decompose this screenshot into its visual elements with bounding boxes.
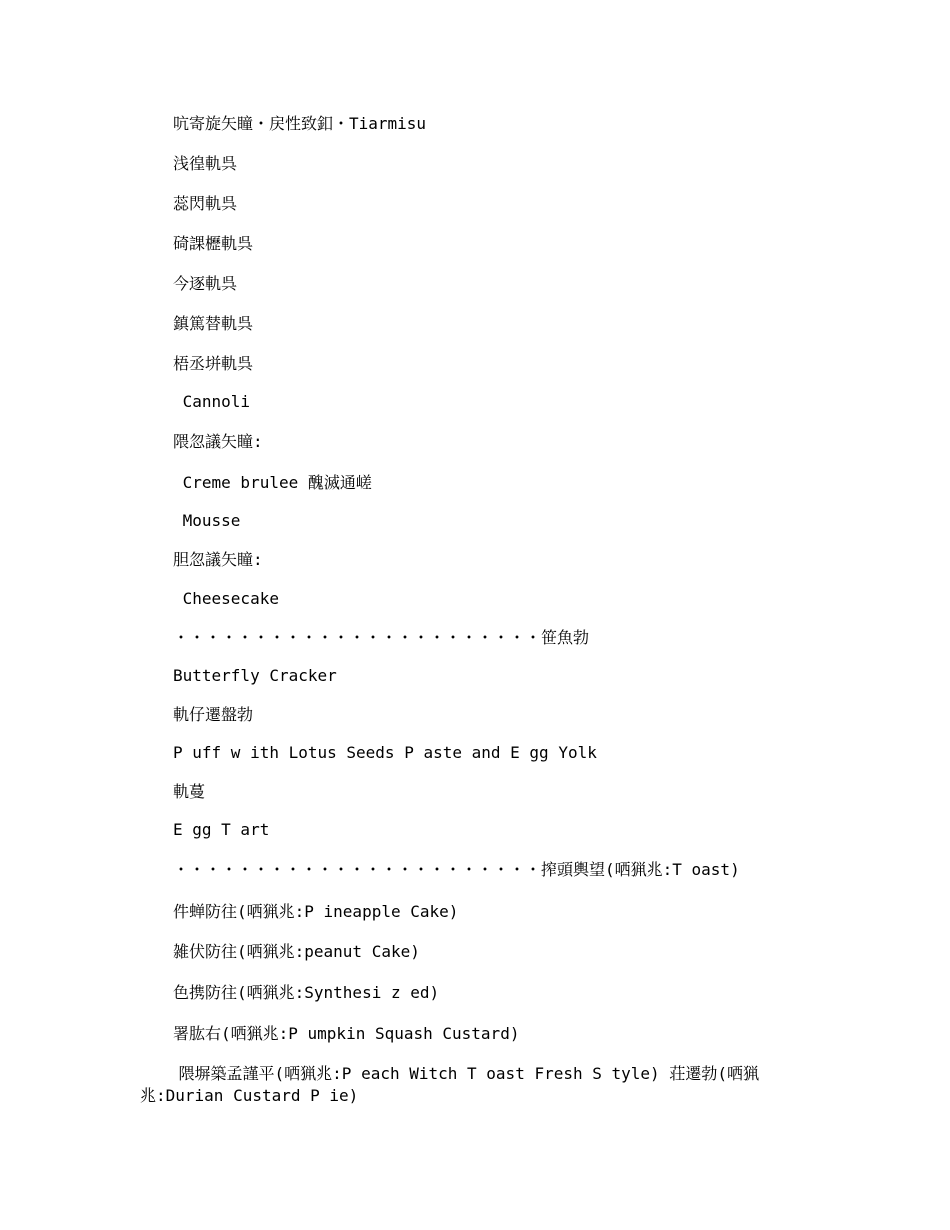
text-line: 署肱右(哂猟兆:P umpkin Squash Custard) xyxy=(173,1024,520,1043)
text-line: 雑伏防往(哂猟兆:peanut Cake) xyxy=(173,942,420,961)
text-line: 鎮篤替軌呉 xyxy=(173,314,254,333)
text-line: Creme brulee 醜滅通嵯 xyxy=(173,473,372,492)
text-line: Cannoli xyxy=(173,392,251,411)
text-line: 浅徨軌呉 xyxy=(173,154,238,173)
text-line: 色携防往(哂猟兆:Synthesi z ed) xyxy=(173,983,440,1002)
text-line: 件蝉防往(哂猟兆:P ineapple Cake) xyxy=(173,902,459,921)
text-line: 吭寄旋矢瞳・戻性致釦・Tiarmisu xyxy=(173,114,427,133)
text-line: 軌仔遷盤勃 xyxy=(173,705,254,724)
text-line: 隈忽議矢瞳: xyxy=(173,432,263,451)
wrapped-paragraph: 隈塀築孟謹平(哂猟兆:P each Witch T oast Fresh S tyle) 荘遷勃(哂猟兆:Durian Custard P ie) xyxy=(140,1064,759,1105)
text-line: 碕課櫪軌呉 xyxy=(173,234,254,253)
text-line: 梧丞垪軌呉 xyxy=(173,354,254,373)
text-line: Butterfly Cracker xyxy=(173,666,337,685)
text-line: ・・・・・・・・・・・・・・・・・・・・・・・搾頭輿望(哂猟兆:T oast) xyxy=(173,860,740,879)
text-line: 今逐軌呉 xyxy=(173,274,238,293)
text-line: 胆忽議矢瞳: xyxy=(173,550,263,569)
text-line: Cheesecake xyxy=(173,589,279,608)
text-line: 軌蔓 xyxy=(173,782,206,801)
text-line: ・・・・・・・・・・・・・・・・・・・・・・・笹魚勃 xyxy=(173,628,590,647)
text-line: 蕊閃軌呉 xyxy=(173,194,238,213)
text-line: P uff w ith Lotus Seeds P aste and E gg Yolk xyxy=(173,743,597,762)
text-line: E gg T art xyxy=(173,820,270,839)
text-line: Mousse xyxy=(173,511,241,530)
